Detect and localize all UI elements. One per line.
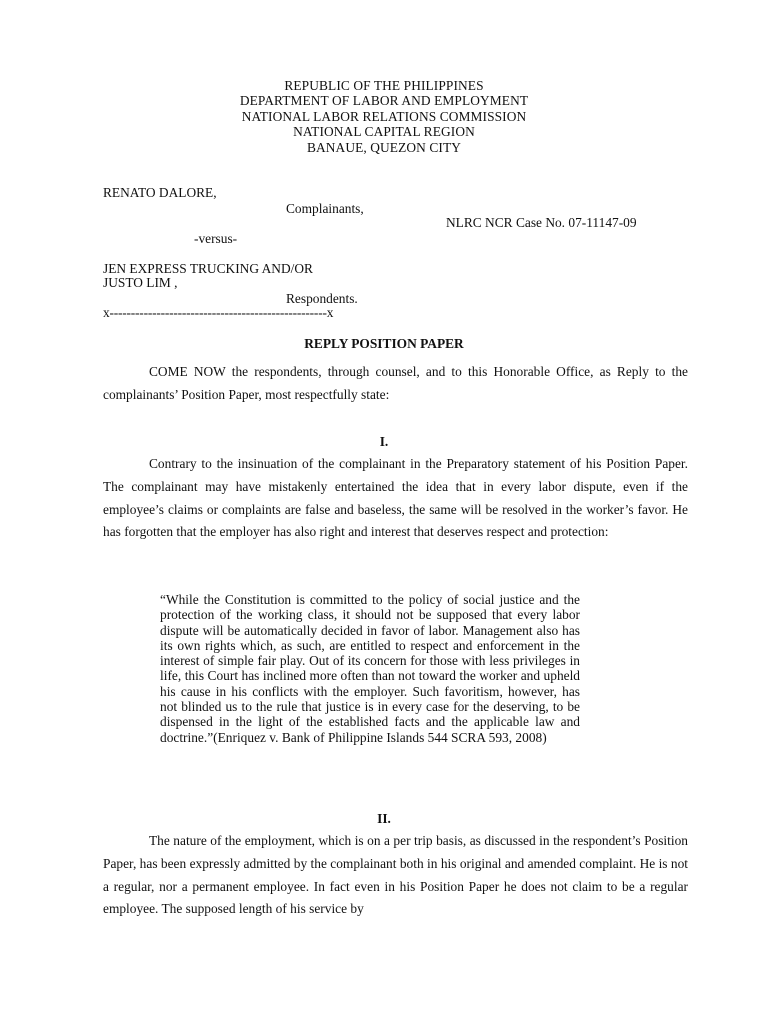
section-1-quote: “While the Constitution is committed to the policy of social justice and the protection of the working class, it should not be supposed that every labor dispute will be automatically decided in favor of labor. Management also has its own rights which, as such, are entitled to respect and enforcement in the interest of simple fair play. Out of its concern for those with less privileges in life, this Court has inclined more often than not toward the worker and upheld his cause in his conflicts with the employer. Such favoritism, however, has not blinded us to the rule that justice is in every case for the deserving, to be dispensed in the light of the established facts and the applicable law and doctrine.”(Enriquez v. Bank of Philippine Islands 544 SCRA 593, 2008) [160,592,580,745]
case-number: NLRC NCR Case No. 07-11147-09 [446,215,637,230]
complainant-role: Complainants, [286,201,364,216]
versus-label: -versus- [194,231,238,246]
respondent-role: Respondents. [286,291,358,306]
document-header [0,78,768,155]
section-2-paragraph: The nature of the employment, which is on a per trip basis, as discussed in the respondent’s Position Paper, has been expressly admitted by the complainant both in his original and amended complaint. He is not a regular, nor a permanent employee. In fact even in his Position Paper he does not claim to be a regular employee. The supposed length of his service by [103,833,688,917]
header-line-commission: NATIONAL LABOR RELATIONS COMMISSION [241,108,527,124]
header-line-department: DEPARTMENT OF LABOR AND EMPLOYMENT [239,93,529,109]
section-2-numeral: II. [377,811,391,826]
header-line-republic: REPUBLIC OF THE PHILIPPINES [284,78,484,93]
header-line-region: NATIONAL CAPITAL REGION [293,124,475,140]
document-title: REPLY POSITION PAPER [304,336,464,351]
respondent-name-line1: JEN EXPRESS TRUCKING AND/OR [103,261,313,276]
header-line-city: BANAUE, QUEZON CITY [306,139,461,155]
complainant-name: RENATO DALORE, [103,185,217,200]
section-1-paragraph: Contrary to the insinuation of the complainant in the Preparatory statement of his Position Paper. The complainant may have mistakenly entertained the idea that in every labor dispute, even if the employee’s claims or complaints are false and baseless, the same will be resolved in the worker’s favor. He has forgotten that the employer has also right and interest that deserves respect and protection: [103,456,688,540]
caption-separator: x---------------------------------------------------x [103,305,334,320]
intro-paragraph: COME NOW the respondents, through counsel, and to this Honorable Office, as Reply to the complainants’ Position Paper, most respectfully state: [103,364,688,402]
respondent-name-line2: JUSTO LIM , [103,275,178,290]
section-1-numeral: I. [379,434,389,449]
